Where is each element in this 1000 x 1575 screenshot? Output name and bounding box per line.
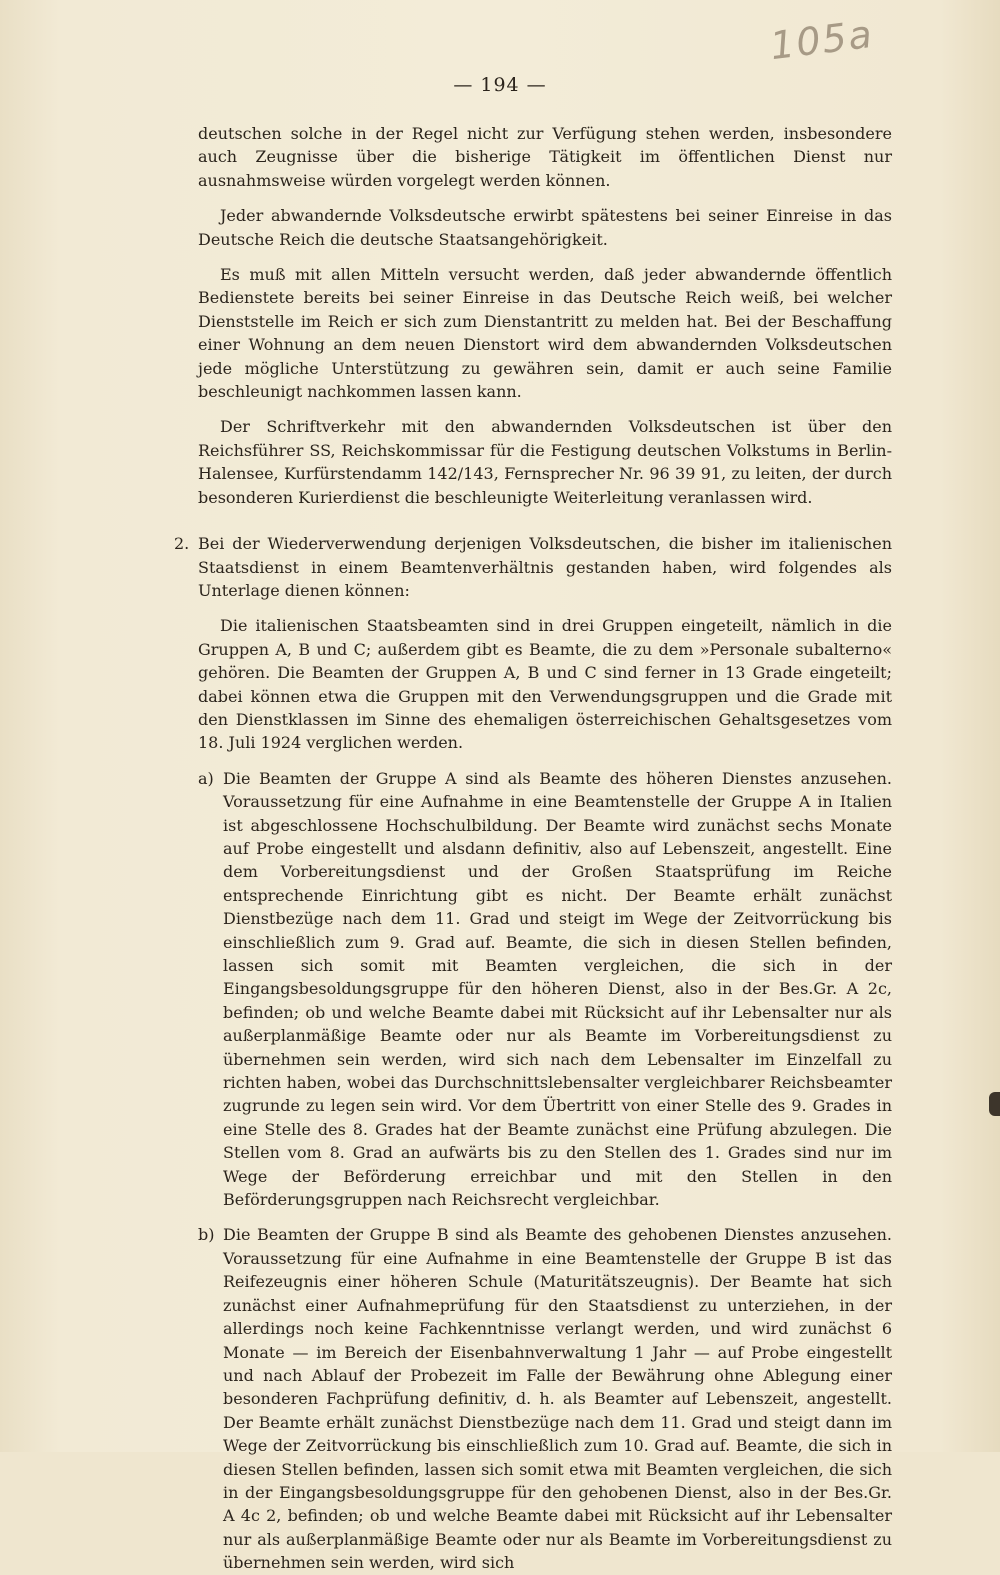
paragraph-service-reporting: Es muß mit allen Mitteln versucht werden, daß jeder abwandernde öffentlich Bedienstete bereits bei seiner Einreise in das Deutsche Reich weiß, bei welcher Dienststelle im Reich er sich zum Dienstantritt zu melden hat. Bei der Beschaffung einer Wohnung an dem neuen Dienstort wird dem abwandernden Volksdeutschen jede mögliche Unterstützung zu gewähren sein, damit er auch seine Familie beschleunigt nachkommen lassen kann.	[198, 265, 892, 402]
list-item-b-marker: b)	[198, 1225, 215, 1245]
section-2-intro: Bei der Wiederverwendung derjenigen Volksdeutschen, die bisher im italienischen Staatsdienst in einem Beamtenverhältnis gestanden haben, wird folgendes als Unterlage dienen können:	[198, 534, 892, 600]
section-2-groups-paragraph: Die italienischen Staatsbeamten sind in drei Gruppen eingeteilt, nämlich in die Gruppen A, B und C; außerdem gibt es Beamte, die zu dem »Personale subalterno« gehören. Die Beamten der Gruppen A, B und C sind ferner in 13 Grade eingeteilt; dabei können etwa die Gruppen mit den Verwendungsgruppen und die Grade mit den Dienstklassen im Sinne des ehemaligen österreichischen Gehaltsgesetzes vom 18. Juli 1924 verglichen werden.	[198, 616, 892, 753]
section-2-marker: 2.	[174, 534, 190, 554]
binding-hole	[989, 1092, 1000, 1116]
paragraph-continuation: deutschen solche in der Regel nicht zur Verfügung stehen werden, insbesondere auch Zeugnisse über die bisherige Tätigkeit im öffentlichen Dienst nur ausnahmsweise würden vorgelegt werden können.	[198, 124, 892, 190]
list-item-a-text: Die Beamten der Gruppe A sind als Beamte des höheren Dienstes anzusehen. Voraussetzung für eine Aufnahme in eine Beamtenstelle der Gruppe A in Italien ist abgeschlossene Hochschulbildung. Der Beamte wird zunächst sechs Monate auf Probe eingestellt und alsdann definitiv, also auf Lebenszeit, angestellt. Eine dem Vorbereitungsdienst und der Großen Staatsprüfung im Reiche entsprechende Einrichtung gibt es nicht. Der Beamte erhält zunächst Dienstbezüge nach dem 11. Grad und steigt im Wege der Zeitvorrückung bis einschließlich zum 9. Grad auf. Beamte, die sich in diesen Stellen befinden, lassen sich somit mit Beamten vergleichen, die sich in der Eingangsbesoldungsgruppe für den höheren Dienst, also in der Bes.Gr. A 2c, befinden; ob und welche Beamte dabei mit Rücksicht auf ihr Lebensalter nur als außerplanmäßige Beamte oder nur als Beamte im Vorbereitungsdienst zu übernehmen sein werden, wird sich nach dem Lebensalter im Einzelfall zu richten haben, wobei das Durchschnittslebensalter vergleichbarer Reichsbeamter zugrunde zu legen sein wird. Vor dem Übertritt von einer Stelle des 9. Grades in eine Stelle des 8. Grades hat der Beamte zunächst eine Prüfung abzulegen. Die Stellen vom 8. Grad an aufwärts bis zu den Stellen des 1. Grades sind nur im Wege der Beförderung erreichbar und mit den Stellen in den Beförderungsgruppen nach Reichsrecht vergleichbar.	[223, 768, 892, 1210]
paragraph-citizenship: Jeder abwandernde Volksdeutsche erwirbt spätestens bei seiner Einreise in das Deutsche Reich die deutsche Staatsangehörigkeit.	[198, 206, 892, 249]
paragraph-correspondence: Der Schriftverkehr mit den abwandernden Volksdeutschen ist über den Reichsführer SS, Reichskommissar für die Festigung deutschen Volkstums in Berlin-Halensee, Kurfürstendamm 142/143, Fernsprecher Nr. 96 39 91, zu leiten, der durch besonderen Kurierdienst die beschleunigte Weiterleitung veranlassen wird.	[198, 417, 892, 507]
list-item-b-text: Die Beamten der Gruppe B sind als Beamte des gehobenen Dienstes anzusehen. Voraussetzung für eine Aufnahme in eine Beamtenstelle der Gruppe B ist das Reifezeugnis einer höheren Schule (Maturitätszeugnis). Der Beamte hat sich zunächst einer Aufnahmeprüfung für den Staatsdienst zu unterziehen, in der allerdings noch keine Fachkenntnisse verlangt werden, und wird zunächst 6 Monate — im Bereich der Eisenbahnverwaltung 1 Jahr — auf Probe eingestellt und nach Ablauf der Probezeit im Falle der Bewährung ohne Ablegung einer besonderen Fachprüfung definitiv, d. h. als Beamter auf Lebenszeit, angestellt. Der Beamte erhält zunächst Dienstbezüge nach dem 11. Grad und steigt dann im Wege der Zeitvorrückung bis einschließlich zum 10. Grad auf. Beamte, die sich in diesen Stellen befinden, lassen sich somit etwa mit Beamten vergleichen, die sich in der Eingangsbesoldungsgruppe für den gehobenen Dienst, also in der Bes.Gr. A 4c 2, befinden; ob und welche Beamte dabei mit Rücksicht auf ihr Lebensalter nur als außerplanmäßige Beamte oder nur als Beamte im Vorbereitungsdienst zu übernehmen sein werden, wird sich	[223, 1225, 892, 1573]
list-item-a	[198, 767, 892, 1212]
list-item-a-marker: a)	[198, 768, 214, 788]
list-item-b	[198, 1223, 892, 1574]
handwritten-archive-number: 105a	[767, 11, 877, 69]
section-2	[174, 532, 892, 1574]
page-number: — 194 —	[453, 74, 547, 96]
page-body	[174, 122, 892, 1575]
